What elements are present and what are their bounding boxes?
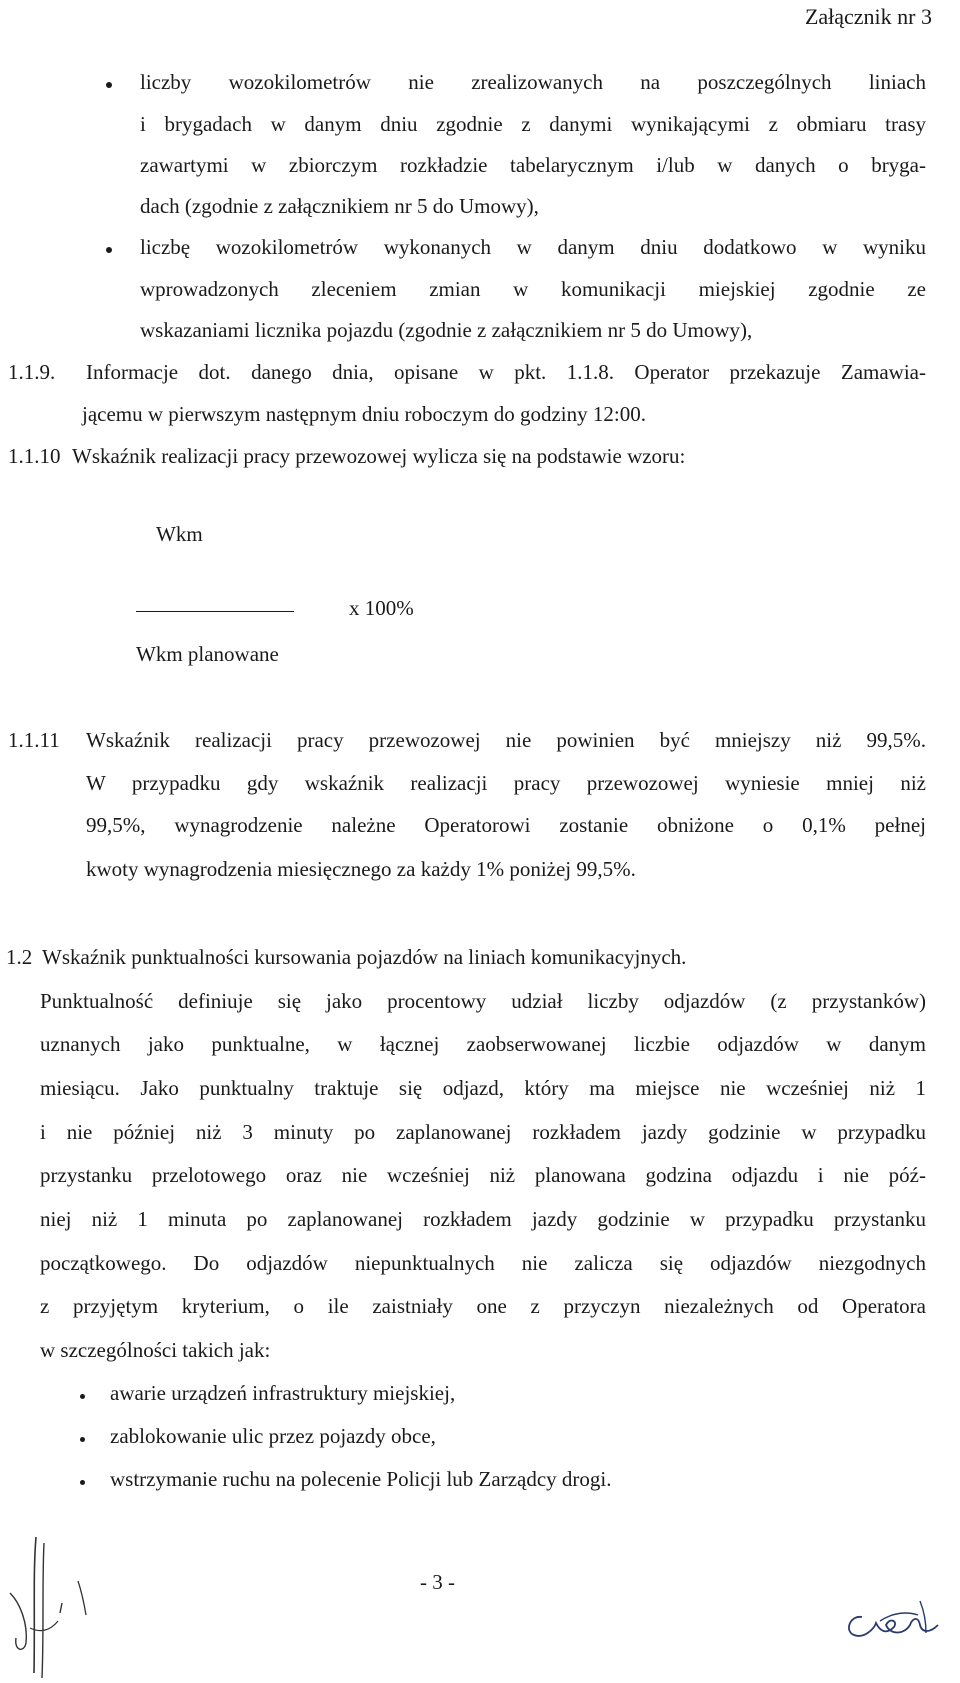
- paragraph-line: z przyjętym kryterium, o ile zaistniały one z przyczyn niezależnych od Operatora: [40, 1294, 926, 1318]
- section-title: Wskaźnik punktualności kursowania pojazdów na liniach komunikacyjnych.: [42, 945, 687, 969]
- paragraph-line: Informacje dot. danego dnia, opisane w pkt. 1.1.8. Operator przekazuje Zamawia-: [86, 360, 926, 384]
- paragraph-line: niej niż 1 minuta po zaplanowanej rozkładem jazdy godzinie w przypadku przystanku: [40, 1207, 926, 1231]
- paragraph-line: Wskaźnik realizacji pracy przewozowej wylicza się na podstawie wzoru:: [72, 444, 686, 468]
- paragraph-line: liczbę wozokilometrów wykonanych w danym dniu dodatkowo w wyniku: [140, 235, 926, 259]
- paragraph-line: i nie później niż 3 minuty po zaplanowanej rozkładem jazdy godzinie w przypadku: [40, 1120, 926, 1144]
- paragraph-line: liczby wozokilometrów nie zrealizowanych na poszczególnych liniach: [140, 70, 926, 94]
- page-number: - 3 -: [420, 1570, 455, 1594]
- paragraph-line: kwoty wynagrodzenia miesięcznego za każdy 1% poniżej 99,5%.: [86, 857, 636, 881]
- paragraph-line: 99,5%, wynagrodzenie należne Operatorowi zostanie obniżone o 0,1% pełnej: [86, 813, 926, 837]
- formula-numerator: Wkm: [156, 522, 203, 546]
- paragraph-line: wprowadzonych zleceniem zmian w komunikacji miejskiej zgodnie ze: [140, 277, 926, 301]
- section-number: 1.1.10: [8, 444, 61, 468]
- formula-multiplier: x 100%: [349, 596, 414, 620]
- signature-initials-left: [0, 1533, 110, 1683]
- paragraph-line: W przypadku gdy wskaźnik realizacji pracy przewozowej wyniesie mniej niż: [86, 771, 926, 795]
- formula-denominator: Wkm planowane: [136, 642, 279, 666]
- paragraph-line: dach (zgodnie z załącznikiem nr 5 do Umowy),: [140, 194, 539, 218]
- fraction-line: [136, 611, 294, 612]
- paragraph-line: Punktualność definiuje się jako procentowy udział liczby odjazdów (z przystanków): [40, 989, 926, 1013]
- paragraph-line: w szczególności takich jak:: [40, 1338, 271, 1362]
- bullet-dot: [80, 1480, 85, 1485]
- section-number: 1.2: [6, 945, 33, 969]
- paragraph-line: zawartymi w zbiorczym rozkładzie tabelarycznym i/lub w danych o bryga-: [140, 153, 926, 177]
- paragraph-line: początkowego. Do odjazdów niepunktualnych nie zalicza się odjazdów niezgodnych: [40, 1251, 926, 1275]
- list-item: wstrzymanie ruchu na polecenie Policji lub Zarządcy drogi.: [110, 1467, 612, 1491]
- paragraph-line: uznanych jako punktualne, w łącznej zaobserwowanej liczbie odjazdów w danym: [40, 1032, 926, 1056]
- paragraph-line: wskazaniami licznika pojazdu (zgodnie z załącznikiem nr 5 do Umowy),: [140, 318, 753, 342]
- signature-right: [840, 1595, 950, 1655]
- attachment-label: Załącznik nr 3: [804, 4, 932, 29]
- paragraph-line: jącemu w pierwszym następnym dniu roboczym do godziny 12:00.: [82, 402, 646, 426]
- bullet-dot: [106, 247, 112, 253]
- bullet-dot: [106, 82, 112, 88]
- list-item: zablokowanie ulic przez pojazdy obce,: [110, 1424, 436, 1448]
- section-number: 1.1.11: [8, 728, 60, 752]
- bullet-dot: [80, 1394, 85, 1399]
- paragraph-line: i brygadach w danym dniu zgodnie z danymi wynikającymi z obmiaru trasy: [140, 112, 926, 136]
- list-item: awarie urządzeń infrastruktury miejskiej,: [110, 1381, 456, 1405]
- paragraph-line: Wskaźnik realizacji pracy przewozowej nie powinien być mniejszy niż 99,5%.: [86, 728, 926, 752]
- bullet-dot: [80, 1437, 85, 1442]
- paragraph-line: przystanku przelotowego oraz nie wcześniej niż planowana godzina odjazdu i nie póź-: [40, 1163, 926, 1187]
- section-number: 1.1.9.: [8, 360, 56, 384]
- paragraph-line: miesiącu. Jako punktualny traktuje się odjazd, który ma miejsce nie wcześniej niż 1: [40, 1076, 926, 1100]
